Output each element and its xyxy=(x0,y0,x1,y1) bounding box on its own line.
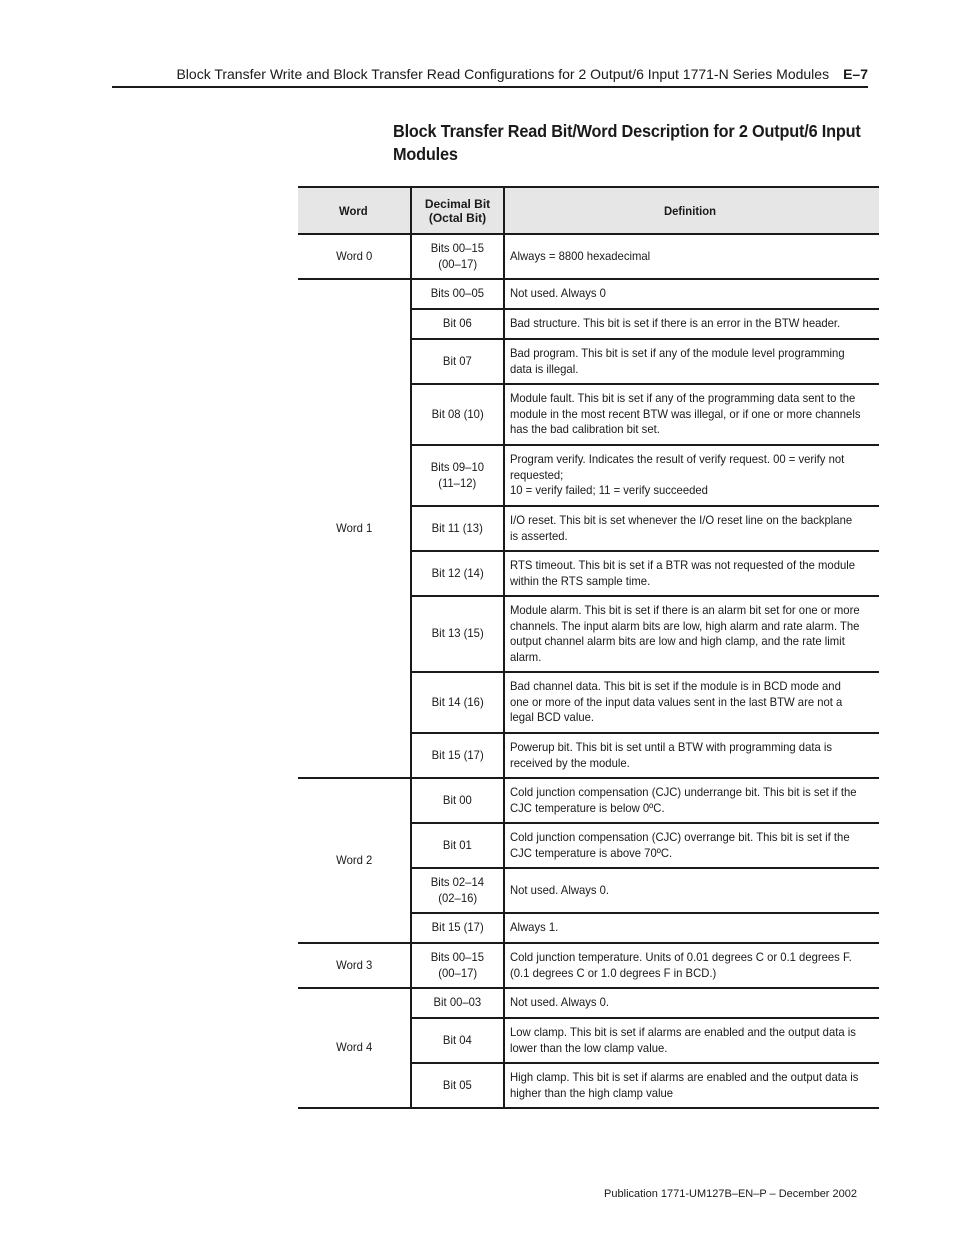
word-label: Word 3 xyxy=(335,957,373,972)
bit-cell xyxy=(411,279,504,309)
definition-cell xyxy=(504,868,879,913)
definition-line: Bad structure. This bit is set if there is an error in the BTW header. xyxy=(510,316,841,331)
bit-cell xyxy=(411,913,504,943)
bit-label-line: Bits 00–15 xyxy=(430,241,485,255)
running-header xyxy=(112,66,868,82)
bit-label-line: Bits 02–14 xyxy=(430,875,485,889)
definition-cell xyxy=(504,445,879,506)
bit-label-line: Bit 00 xyxy=(443,792,472,807)
bit-cell xyxy=(411,672,504,733)
definition-line: Bad program. This bit is set if any of the module level programming xyxy=(510,346,845,360)
bit-label-line: Bit 12 (14) xyxy=(431,565,484,580)
definition-line: legal BCD value. xyxy=(510,710,595,725)
definition-line: Module alarm. This bit is set if there is an alarm bit set for one or more xyxy=(510,603,860,617)
word-label: Word 4 xyxy=(335,1040,373,1055)
bit-label-line: Bit 14 (16) xyxy=(431,694,484,709)
definition-line: High clamp. This bit is set if alarms are enabled and the output data is xyxy=(510,1070,859,1084)
definition-line: (0.1 degrees C or 1.0 degrees F in BCD.) xyxy=(510,965,717,980)
definition-line: requested; xyxy=(510,467,564,482)
table-row xyxy=(298,234,879,279)
header-word: Word xyxy=(298,187,411,234)
bit-label-line: Bit 01 xyxy=(443,837,472,852)
word-cell xyxy=(298,943,411,988)
publication-footer: Publication 1771-UM127B–EN–P – December 2002 xyxy=(604,1188,857,1200)
definition-line: Program verify. Indicates the result of verify request. 00 = verify not xyxy=(510,452,845,467)
definition-cell xyxy=(504,733,879,778)
bit-cell xyxy=(411,506,504,551)
definition-cell xyxy=(504,279,879,309)
definition-line: one or more of the input data values sent in the last BTW are not a xyxy=(510,694,843,709)
definition-line: 10 = verify failed; 11 = verify succeeded xyxy=(510,483,708,498)
header-rule xyxy=(112,86,868,88)
table-row xyxy=(298,943,879,988)
bit-label-line: (11–12) xyxy=(438,475,477,490)
definition-line: data is illegal. xyxy=(510,361,579,376)
bit-label-line: Bit 15 (17) xyxy=(431,747,484,762)
table-header-row xyxy=(298,187,879,234)
definition-line: Cold junction compensation (CJC) overrange bit. This bit is set if the xyxy=(510,830,850,844)
definition-cell xyxy=(504,506,879,551)
definition-line: output channel alarm bits are low and high clamp, and the rate limit xyxy=(510,634,845,648)
bit-label-line: Bit 04 xyxy=(443,1032,472,1047)
definition-line: Low clamp. This bit is set if alarms are enabled and the output data is xyxy=(510,1025,856,1039)
bit-cell xyxy=(411,596,504,672)
word-label: Word 0 xyxy=(335,248,373,263)
definition-cell xyxy=(504,778,879,823)
definition-line: Cold junction temperature. Units of 0.01 degrees C or 0.1 degrees F. xyxy=(510,950,852,964)
definition-line: Always = 8800 hexadecimal xyxy=(510,248,651,263)
definition-line: module in the most recent BTW was illegal, or if one or more channels xyxy=(510,406,861,421)
definition-line: higher than the high clamp value xyxy=(510,1085,674,1100)
bit-label-line: (00–17) xyxy=(438,965,477,980)
bit-label-line: Bit 00–03 xyxy=(433,995,482,1010)
bit-label-line: Bit 11 (13) xyxy=(431,520,484,535)
bit-label-line: Bits 00–05 xyxy=(430,286,485,301)
definition-line: has the bad calibration bit set. xyxy=(510,422,660,437)
bit-cell xyxy=(411,823,504,868)
bit-cell xyxy=(411,384,504,445)
definition-cell xyxy=(504,672,879,733)
definition-line: Not used. Always 0. xyxy=(510,995,610,1010)
bit-label-line: (00–17) xyxy=(438,256,477,271)
definition-line: Not used. Always 0. xyxy=(510,882,610,897)
definition-cell xyxy=(504,234,879,279)
definition-cell xyxy=(504,1018,879,1063)
word-cell xyxy=(298,234,411,279)
definition-line: channels. The input alarm bits are low, high alarm and rate alarm. The xyxy=(510,618,860,633)
definition-line: lower than the low clamp value. xyxy=(510,1040,668,1055)
definition-line: CJC temperature is above 70ºC. xyxy=(510,845,673,860)
table-row xyxy=(298,988,879,1018)
bit-label-line: Bits 00–15 xyxy=(430,950,485,964)
definition-line: Always 1. xyxy=(510,920,559,935)
bit-cell xyxy=(411,551,504,596)
bit-cell xyxy=(411,733,504,778)
table-body xyxy=(298,234,879,1108)
bit-label-line: Bits 09–10 xyxy=(430,460,485,474)
definition-cell xyxy=(504,1063,879,1108)
definition-cell xyxy=(504,309,879,339)
definition-line: is asserted. xyxy=(510,528,568,543)
header-decimal-bit xyxy=(411,187,504,234)
running-title: Block Transfer Write and Block Transfer Read Configurations for 2 Output/6 Input 1771-N Series Modules xyxy=(176,66,830,82)
page-number: E–7 xyxy=(843,66,868,82)
definition-cell xyxy=(504,339,879,384)
definition-line: Bad channel data. This bit is set if the module is in BCD mode and xyxy=(510,679,841,694)
word-label: Word 1 xyxy=(335,520,373,535)
header-bit-line-2: (Octal Bit) xyxy=(428,210,487,225)
definition-cell xyxy=(504,823,879,868)
definition-cell xyxy=(504,913,879,943)
definition-line: Not used. Always 0 xyxy=(510,286,606,301)
table-row xyxy=(298,279,879,309)
definition-cell xyxy=(504,551,879,596)
definition-cell xyxy=(504,596,879,672)
header-definition: Definition xyxy=(504,187,879,234)
definition-line: Module fault. This bit is set if any of the programming data sent to the xyxy=(510,391,856,406)
bit-cell xyxy=(411,309,504,339)
word-label: Word 2 xyxy=(335,852,373,867)
definition-line: RTS timeout. This bit is set if a BTR was not requested of the module xyxy=(510,558,856,572)
bit-cell xyxy=(411,778,504,823)
bit-word-table xyxy=(298,186,879,1109)
table-row xyxy=(298,778,879,823)
bit-label-line: Bit 06 xyxy=(443,316,472,331)
definition-line: alarm. xyxy=(510,649,542,664)
bit-cell xyxy=(411,868,504,913)
section-title-line-2: Modules xyxy=(393,144,458,164)
definition-line: received by the module. xyxy=(510,755,630,770)
bit-cell xyxy=(411,339,504,384)
section-title xyxy=(393,120,861,166)
bit-cell xyxy=(411,1063,504,1108)
bit-label-line: (02–16) xyxy=(438,890,477,905)
definition-cell xyxy=(504,988,879,1018)
bit-label-line: Bit 15 (17) xyxy=(431,920,484,935)
definition-cell xyxy=(504,384,879,445)
bit-label-line: Bit 05 xyxy=(443,1077,472,1092)
bit-label-line: Bit 07 xyxy=(443,353,472,368)
header-bit-line-1: Decimal Bit xyxy=(424,196,491,211)
bit-cell xyxy=(411,445,504,506)
bit-label-line: Bit 08 (10) xyxy=(431,406,484,421)
bit-label-line: Bit 13 (15) xyxy=(431,626,484,641)
word-cell xyxy=(298,279,411,778)
bit-cell xyxy=(411,234,504,279)
definition-line: CJC temperature is below 0ºC. xyxy=(510,800,665,815)
definition-cell xyxy=(504,943,879,988)
definition-line: I/O reset. This bit is set whenever the I/O reset line on the backplane xyxy=(510,513,853,527)
word-cell xyxy=(298,988,411,1108)
bit-cell xyxy=(411,943,504,988)
bit-cell xyxy=(411,1018,504,1063)
bit-cell xyxy=(411,988,504,1018)
definition-line: Powerup bit. This bit is set until a BTW with programming data is xyxy=(510,740,833,754)
word-cell xyxy=(298,778,411,943)
section-title-line-1: Block Transfer Read Bit/Word Description for 2 Output/6 Input xyxy=(393,121,861,141)
definition-line: Cold junction compensation (CJC) underrange bit. This bit is set if the xyxy=(510,785,857,799)
definition-line: within the RTS sample time. xyxy=(510,573,651,588)
